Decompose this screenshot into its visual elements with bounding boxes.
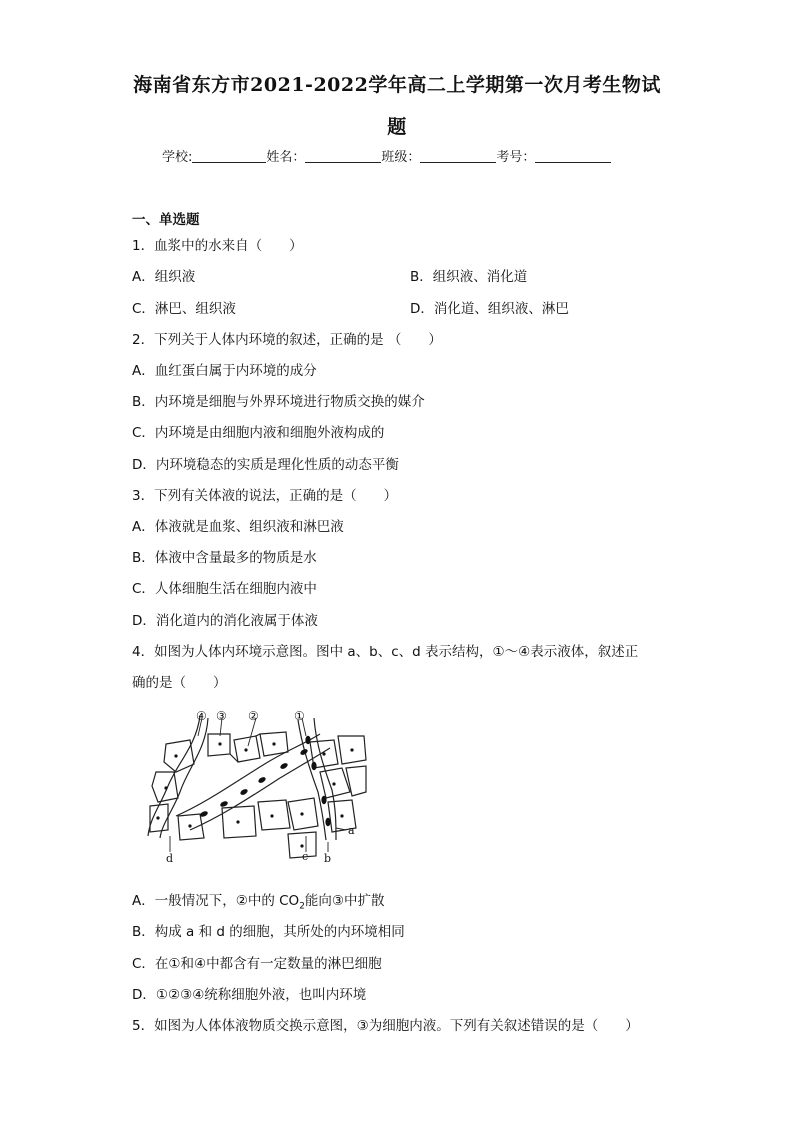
number-blank[interactable] bbox=[535, 150, 611, 163]
q3-option-d: D．消化道内的消化液属于体液 bbox=[132, 613, 318, 629]
q2-option-d: D．内环境稳态的实质是理化性质的动态平衡 bbox=[132, 457, 399, 473]
q5-stem: 5．如图为人体体液物质交换示意图，③为细胞内液。下列有关叙述错误的是（ ） bbox=[132, 1018, 639, 1034]
school-label: 学校: bbox=[162, 150, 193, 165]
q4-option-c: C．在①和④中都含有一定数量的淋巴细胞 bbox=[132, 956, 382, 972]
school-blank[interactable] bbox=[192, 150, 266, 163]
name-label: 姓名： bbox=[266, 150, 306, 165]
name-blank[interactable] bbox=[305, 150, 381, 163]
exam-title-line1: 海南省东方市2021-2022学年高二上学期第一次月考生物试 bbox=[133, 74, 661, 96]
label-4: ④ bbox=[196, 709, 207, 723]
q1-option-d: D．消化道、组织液、淋巴 bbox=[410, 301, 569, 317]
q2-option-c: C．内环境是由细胞内液和细胞外液构成的 bbox=[132, 425, 385, 441]
class-blank[interactable] bbox=[420, 150, 496, 163]
student-info-row bbox=[162, 146, 611, 165]
q4-stem-line1: 4．如图为人体内环境示意图。图中 a、b、c、d 表示结构，①～④表示液体，叙述正 bbox=[132, 644, 639, 660]
q1-option-b: B．组织液、消化道 bbox=[410, 269, 528, 285]
q4-option-d: D．①②③④统称细胞外液，也叫内环境 bbox=[132, 987, 367, 1003]
class-label: 班级： bbox=[381, 150, 421, 165]
q4-option-a bbox=[132, 889, 385, 912]
q3-option-b: B．体液中含量最多的物质是水 bbox=[132, 550, 317, 566]
q2-option-a: A．血红蛋白属于内环境的成分 bbox=[132, 363, 317, 379]
number-label: 考号： bbox=[496, 150, 536, 165]
q3-option-c: C．人体细胞生活在细胞内液中 bbox=[132, 581, 317, 597]
label-b: b bbox=[324, 852, 332, 865]
label-c: c bbox=[302, 850, 309, 863]
label-2: ② bbox=[248, 709, 259, 723]
exam-title-line2: 题 bbox=[387, 116, 407, 138]
section-title: 一、单选题 bbox=[132, 212, 200, 228]
internal-environment-diagram bbox=[138, 706, 368, 866]
q1-option-c: C．淋巴、组织液 bbox=[132, 301, 236, 317]
q4-option-b: B．构成 a 和 d 的细胞，其所处的内环境相同 bbox=[132, 924, 405, 940]
q2-stem: 2．下列关于人体内环境的叙述，正确的是 （ ） bbox=[132, 332, 442, 348]
label-a: a bbox=[348, 824, 355, 837]
q4-option-a-subscript: 2 bbox=[299, 901, 305, 912]
q1-option-a: A．组织液 bbox=[132, 269, 196, 285]
label-1: ① bbox=[294, 709, 305, 723]
label-d: d bbox=[166, 852, 174, 865]
q2-option-b: B．内环境是细胞与外界环境进行物质交换的媒介 bbox=[132, 394, 425, 410]
q4-option-a-prefix: A．一般情况下，②中的 CO bbox=[132, 893, 300, 909]
q1-stem: 1．血浆中的水来自（ ） bbox=[132, 238, 303, 254]
q4-stem-line2: 确的是（ ） bbox=[132, 675, 227, 691]
label-3: ③ bbox=[216, 709, 227, 723]
q3-option-a: A．体液就是血浆、组织液和淋巴液 bbox=[132, 519, 344, 535]
q4-option-a-suffix: 能向③中扩散 bbox=[304, 893, 385, 909]
q3-stem: 3．下列有关体液的说法，正确的是（ ） bbox=[132, 488, 398, 504]
